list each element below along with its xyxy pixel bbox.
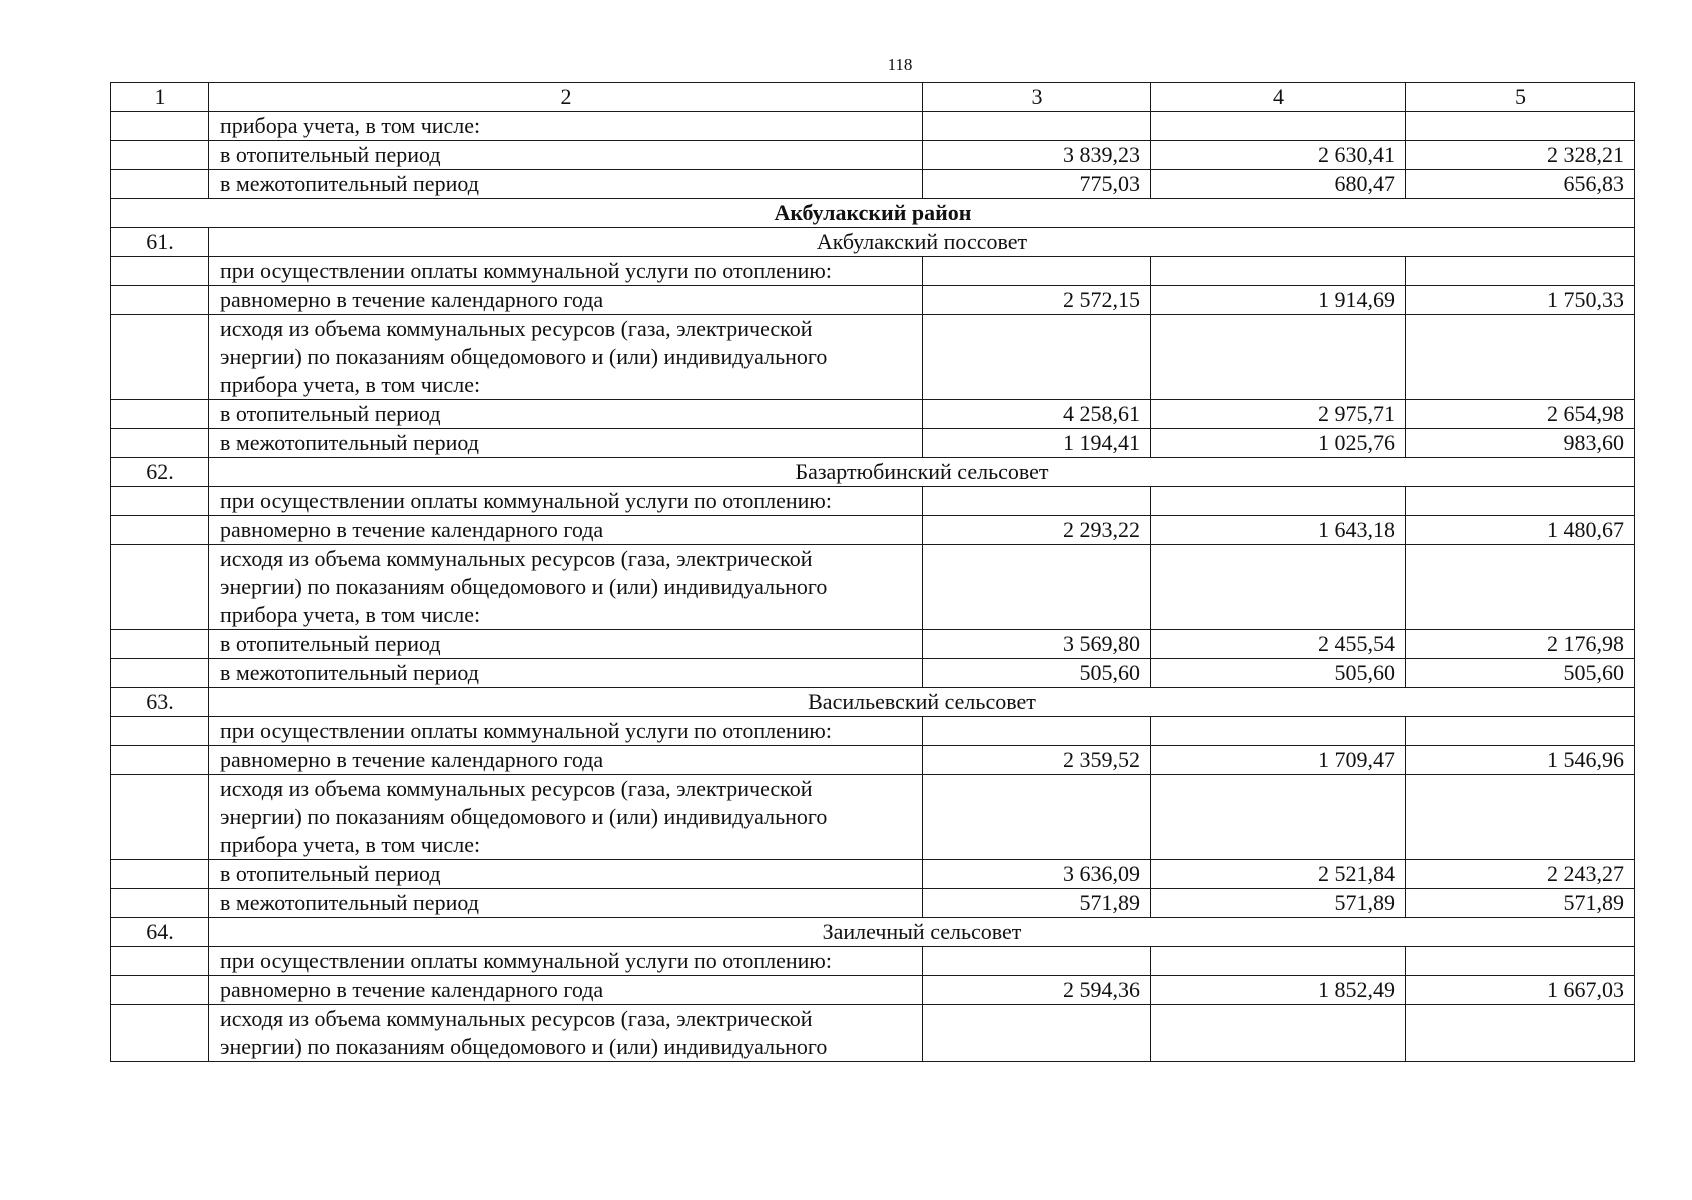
value-col-5: 2 243,27 xyxy=(1406,860,1635,889)
value-col-5: 1 546,96 xyxy=(1406,746,1635,775)
table-row xyxy=(111,860,1635,889)
value-col-5 xyxy=(1406,315,1635,400)
value-col-5: 2 654,98 xyxy=(1406,400,1635,429)
section-row xyxy=(111,458,1635,487)
row-label: в отопительный период xyxy=(209,630,923,659)
row-label-line: прибора учета, в том числе: xyxy=(220,372,481,397)
row-index xyxy=(111,545,209,630)
section-row xyxy=(111,918,1635,947)
row-label: в отопительный период xyxy=(209,141,923,170)
value-col-4: 2 521,84 xyxy=(1151,860,1406,889)
value-col-5: 2 176,98 xyxy=(1406,630,1635,659)
row-index: 64. xyxy=(111,918,209,947)
row-label: в межотопительный период xyxy=(209,659,923,688)
table-row xyxy=(111,630,1635,659)
table-row xyxy=(111,170,1635,199)
value-col-3 xyxy=(923,545,1151,630)
value-col-4: 680,47 xyxy=(1151,170,1406,199)
value-col-5: 656,83 xyxy=(1406,170,1635,199)
row-index xyxy=(111,429,209,458)
value-col-4: 1 709,47 xyxy=(1151,746,1406,775)
row-label xyxy=(209,545,923,630)
section-title: Васильевский сельсовет xyxy=(209,688,1635,717)
value-col-3 xyxy=(923,947,1151,976)
table-row xyxy=(111,112,1635,141)
row-label: при осуществлении оплаты коммунальной услуги по отоплению: xyxy=(209,257,923,286)
row-label: равномерно в течение календарного года xyxy=(209,516,923,545)
header-cell-3: 3 xyxy=(923,83,1151,112)
value-col-5 xyxy=(1406,112,1635,141)
value-col-4: 1 643,18 xyxy=(1151,516,1406,545)
table-row xyxy=(111,976,1635,1005)
row-label: равномерно в течение календарного года xyxy=(209,286,923,315)
value-col-3: 2 293,22 xyxy=(923,516,1151,545)
row-label xyxy=(209,775,923,860)
row-label-line: прибора учета, в том числе: xyxy=(220,602,481,627)
row-label: в отопительный период xyxy=(209,860,923,889)
value-col-3: 1 194,41 xyxy=(923,429,1151,458)
value-col-4 xyxy=(1151,1005,1406,1062)
row-index xyxy=(111,487,209,516)
row-index xyxy=(111,947,209,976)
tariff-table xyxy=(110,82,1635,1062)
value-col-4 xyxy=(1151,545,1406,630)
value-col-5 xyxy=(1406,717,1635,746)
row-label: при осуществлении оплаты коммунальной услуги по отоплению: xyxy=(209,717,923,746)
value-col-3: 2 594,36 xyxy=(923,976,1151,1005)
row-index xyxy=(111,746,209,775)
row-label: в межотопительный период xyxy=(209,429,923,458)
row-label-line: энергии) по показаниям общедомового и (или) индивидуального xyxy=(220,804,828,829)
value-col-4: 1 025,76 xyxy=(1151,429,1406,458)
row-index xyxy=(111,400,209,429)
value-col-3 xyxy=(923,775,1151,860)
table-row xyxy=(111,889,1635,918)
header-cell-4: 4 xyxy=(1151,83,1406,112)
value-col-4: 2 630,41 xyxy=(1151,141,1406,170)
value-col-3: 2 359,52 xyxy=(923,746,1151,775)
row-label-line: прибора учета, в том числе: xyxy=(220,832,481,857)
value-col-5 xyxy=(1406,947,1635,976)
row-label: прибора учета, в том числе: xyxy=(209,112,923,141)
row-index xyxy=(111,889,209,918)
value-col-3 xyxy=(923,487,1151,516)
row-index xyxy=(111,112,209,141)
value-col-4 xyxy=(1151,112,1406,141)
row-index xyxy=(111,659,209,688)
value-col-5 xyxy=(1406,545,1635,630)
row-index: 62. xyxy=(111,458,209,487)
section-row xyxy=(111,688,1635,717)
value-col-3: 775,03 xyxy=(923,170,1151,199)
row-index xyxy=(111,860,209,889)
value-col-4 xyxy=(1151,775,1406,860)
row-label: в межотопительный период xyxy=(209,889,923,918)
value-col-5: 1 750,33 xyxy=(1406,286,1635,315)
value-col-4 xyxy=(1151,315,1406,400)
row-index xyxy=(111,141,209,170)
row-label xyxy=(209,315,923,400)
section-title: Заилечный сельсовет xyxy=(209,918,1635,947)
value-col-3 xyxy=(923,1005,1151,1062)
header-cell-2: 2 xyxy=(209,83,923,112)
row-index xyxy=(111,976,209,1005)
row-index: 63. xyxy=(111,688,209,717)
table-row xyxy=(111,487,1635,516)
district-row xyxy=(111,199,1635,228)
table-row xyxy=(111,400,1635,429)
table-row xyxy=(111,429,1635,458)
header-cell-5: 5 xyxy=(1406,83,1635,112)
row-index xyxy=(111,775,209,860)
row-label-line: исходя из объема коммунальных ресурсов (газа, электрической xyxy=(220,546,813,571)
value-col-3 xyxy=(923,315,1151,400)
table-row xyxy=(111,545,1635,630)
value-col-5 xyxy=(1406,775,1635,860)
row-label: равномерно в течение календарного года xyxy=(209,746,923,775)
value-col-5: 571,89 xyxy=(1406,889,1635,918)
value-col-4: 571,89 xyxy=(1151,889,1406,918)
value-col-5: 1 667,03 xyxy=(1406,976,1635,1005)
row-index xyxy=(111,717,209,746)
table-row xyxy=(111,516,1635,545)
row-label-line: энергии) по показаниям общедомового и (или) индивидуального xyxy=(220,1034,828,1059)
value-col-4 xyxy=(1151,487,1406,516)
row-label: в отопительный период xyxy=(209,400,923,429)
value-col-3 xyxy=(923,112,1151,141)
section-title: Акбулакский поссовет xyxy=(209,228,1635,257)
table-row xyxy=(111,257,1635,286)
value-col-4 xyxy=(1151,257,1406,286)
value-col-3: 3 839,23 xyxy=(923,141,1151,170)
value-col-4: 2 455,54 xyxy=(1151,630,1406,659)
row-label-line: энергии) по показаниям общедомового и (или) индивидуального xyxy=(220,574,828,599)
value-col-5 xyxy=(1406,257,1635,286)
value-col-5: 505,60 xyxy=(1406,659,1635,688)
value-col-4: 1 914,69 xyxy=(1151,286,1406,315)
row-label: равномерно в течение календарного года xyxy=(209,976,923,1005)
value-col-3: 571,89 xyxy=(923,889,1151,918)
row-label: при осуществлении оплаты коммунальной услуги по отоплению: xyxy=(209,487,923,516)
table-row xyxy=(111,1005,1635,1062)
value-col-3: 4 258,61 xyxy=(923,400,1151,429)
value-col-3 xyxy=(923,717,1151,746)
row-label: при осуществлении оплаты коммунальной услуги по отоплению: xyxy=(209,947,923,976)
value-col-3: 2 572,15 xyxy=(923,286,1151,315)
table-row xyxy=(111,717,1635,746)
value-col-4 xyxy=(1151,717,1406,746)
table-row xyxy=(111,746,1635,775)
value-col-5: 983,60 xyxy=(1406,429,1635,458)
value-col-3 xyxy=(923,257,1151,286)
value-col-5: 2 328,21 xyxy=(1406,141,1635,170)
district-title: Акбулакский район xyxy=(111,199,1635,228)
value-col-3: 505,60 xyxy=(923,659,1151,688)
value-col-3: 3 569,80 xyxy=(923,630,1151,659)
row-label-line: исходя из объема коммунальных ресурсов (газа, электрической xyxy=(220,1006,813,1031)
value-col-5 xyxy=(1406,487,1635,516)
row-label-line: энергии) по показаниям общедомового и (или) индивидуального xyxy=(220,344,828,369)
table-header-row xyxy=(111,83,1635,112)
value-col-4 xyxy=(1151,947,1406,976)
row-label: в межотопительный период xyxy=(209,170,923,199)
row-index xyxy=(111,1005,209,1062)
row-index xyxy=(111,286,209,315)
value-col-5: 1 480,67 xyxy=(1406,516,1635,545)
table-row xyxy=(111,947,1635,976)
value-col-4: 2 975,71 xyxy=(1151,400,1406,429)
table-row xyxy=(111,775,1635,860)
value-col-4: 1 852,49 xyxy=(1151,976,1406,1005)
row-index: 61. xyxy=(111,228,209,257)
section-title: Базартюбинский сельсовет xyxy=(209,458,1635,487)
row-label xyxy=(209,1005,923,1062)
value-col-4: 505,60 xyxy=(1151,659,1406,688)
value-col-3: 3 636,09 xyxy=(923,860,1151,889)
row-index xyxy=(111,315,209,400)
table-row xyxy=(111,659,1635,688)
table-row xyxy=(111,141,1635,170)
table-row xyxy=(111,286,1635,315)
row-index xyxy=(111,516,209,545)
table-row xyxy=(111,315,1635,400)
header-cell-1: 1 xyxy=(111,83,209,112)
row-index xyxy=(111,257,209,286)
section-row xyxy=(111,228,1635,257)
row-index xyxy=(111,630,209,659)
row-label-line: исходя из объема коммунальных ресурсов (газа, электрической xyxy=(220,316,813,341)
row-label-line: исходя из объема коммунальных ресурсов (газа, электрической xyxy=(220,776,813,801)
page-number: 118 xyxy=(887,55,913,74)
row-index xyxy=(111,170,209,199)
value-col-5 xyxy=(1406,1005,1635,1062)
